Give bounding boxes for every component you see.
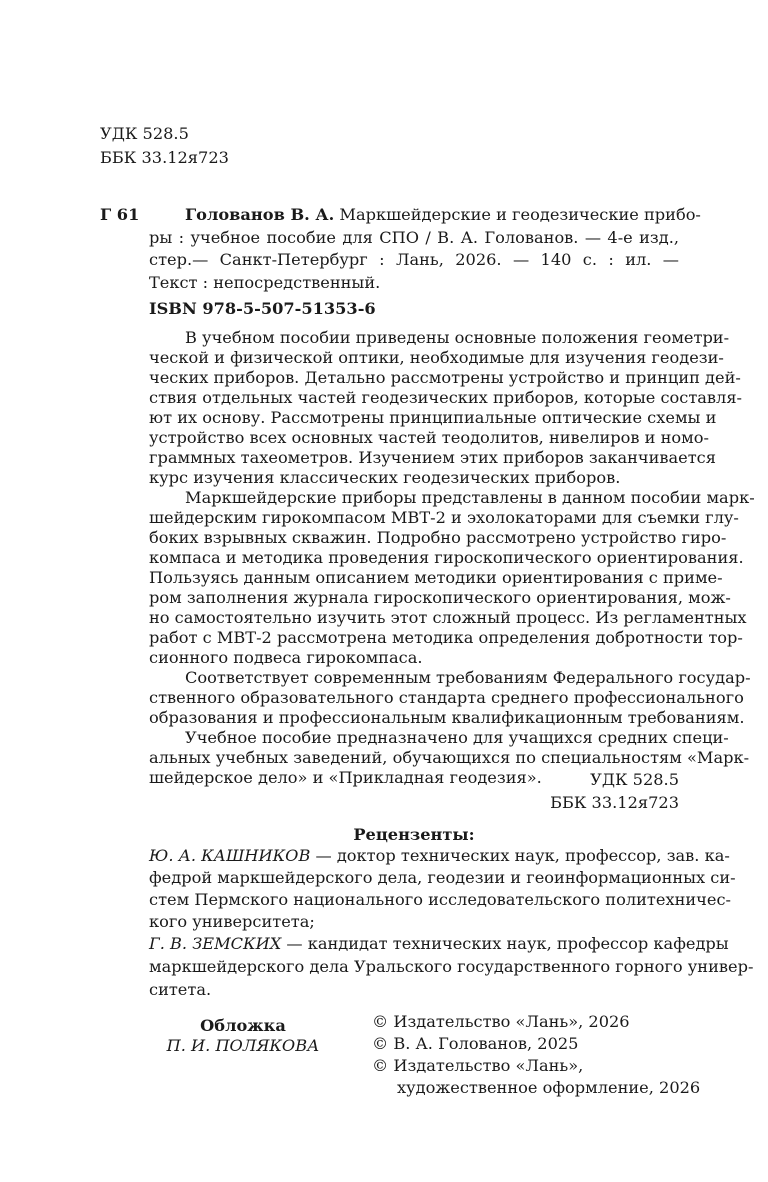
copyright-design-cont: художественное оформление, 2026 bbox=[397, 1078, 701, 1097]
text-line: устройство всех основных частей теодолитов, нивелиров и номо- bbox=[149, 428, 709, 447]
text-line: В учебном пособии приведены основные положения геометри- bbox=[185, 328, 730, 347]
text-line: шейдерское дело» и «Прикладная геодезия». bbox=[149, 768, 542, 787]
bib-line-4: Текст : непосредственный. bbox=[149, 273, 381, 292]
reviewer-2-desc: — кандидат технических наук, профессор кафедры bbox=[281, 934, 729, 953]
reviewer-2-name: Г. В. ЗЕМСКИХ bbox=[149, 934, 282, 953]
text-line: но самостоятельно изучить этот сложный процесс. Из регламентных bbox=[149, 608, 747, 627]
bib-line-3: стер.— Санкт-Петербург : Лань, 2026. — 140 с. : ил. — bbox=[149, 250, 679, 269]
text-line: Пользуясь данным описанием методики ориентирования с приме- bbox=[149, 568, 723, 587]
copyright-design: © Издательство «Лань», bbox=[372, 1056, 584, 1075]
text-line: граммных тахеометров. Изучением этих приборов заканчивается bbox=[149, 448, 716, 467]
text-line: ром заполнения журнала гироскопического ориентирования, мож- bbox=[149, 588, 731, 607]
reviewer-1-line-3: стем Пермского национального исследовательского политехничес- bbox=[149, 890, 731, 909]
text-line: компаса и методика проведения гироскопического ориентирования. bbox=[149, 548, 744, 567]
copyright-publisher: © Издательство «Лань», 2026 bbox=[372, 1012, 630, 1031]
reviewers-heading: Рецензенты: bbox=[353, 825, 475, 844]
cover-label: Обложка bbox=[200, 1016, 286, 1035]
abstract-paragraph-2 bbox=[149, 488, 755, 668]
bib-line-2: ры : учебное пособие для СПО / В. А. Голованов. — 4-е изд., bbox=[149, 228, 679, 247]
text-line: альных учебных заведений, обучающихся по специальностям «Марк- bbox=[149, 748, 750, 767]
reviewer-1-name: Ю. А. КАШНИКОВ bbox=[149, 846, 311, 865]
text-line: ственного образовательного стандарта среднего профессионального bbox=[149, 688, 744, 707]
copyright-author: © В. А. Голованов, 2025 bbox=[372, 1034, 579, 1053]
text-line: боких взрывных скважин. Подробно рассмотрено устройство гиро- bbox=[149, 528, 727, 547]
text-line: работ с МВТ-2 рассмотрена методика определения добротности тор- bbox=[149, 628, 743, 647]
text-line: Маркшейдерские приборы представлены в данном пособии марк- bbox=[185, 488, 755, 507]
bib-author: Голованов В. А. bbox=[185, 205, 335, 224]
reviewer-2-line-2: маркшейдерского дела Уральского государственного горного универ- bbox=[149, 957, 754, 976]
reviewer-1-line-1 bbox=[149, 846, 730, 866]
reviewer-1-line-4: кого университета; bbox=[149, 912, 315, 931]
footer-udk-code: УДК 528.5 bbox=[590, 770, 679, 789]
text-line: ческих приборов. Детально рассмотрены устройство и принцип дей- bbox=[149, 368, 741, 387]
text-line: Учебное пособие предназначено для учащихся средних специ- bbox=[185, 728, 729, 747]
bbk-code: ББК 33.12я723 bbox=[100, 148, 229, 167]
cover-artist: П. И. ПОЛЯКОВА bbox=[166, 1036, 320, 1055]
author-mark: Г 61 bbox=[100, 205, 140, 224]
abstract bbox=[149, 328, 755, 788]
text-line: образования и профессиональным квалификационным требованиям. bbox=[149, 708, 745, 727]
text-line: курс изучения классических геодезических приборов. bbox=[149, 468, 621, 487]
footer-bbk-code: ББК 33.12я723 bbox=[550, 793, 679, 812]
text-line: ческой и физической оптики, необходимые для изучения геодези- bbox=[149, 348, 724, 367]
abstract-paragraph-1 bbox=[149, 328, 743, 488]
isbn: ISBN 978-5-507-51353-6 bbox=[149, 299, 376, 318]
reviewer-1-desc: — доктор технических наук, профессор, зав. ка- bbox=[310, 846, 730, 865]
reviewer-2-line-1 bbox=[149, 934, 729, 954]
reviewer-2-line-3: ситета. bbox=[149, 980, 212, 999]
bib-title: Маркшейдерские и геодезические прибо- bbox=[339, 205, 701, 224]
bib-line-1 bbox=[185, 205, 701, 225]
abstract-paragraph-3 bbox=[149, 668, 751, 728]
udk-code: УДК 528.5 bbox=[100, 124, 189, 143]
text-line: сионного подвеса гирокомпаса. bbox=[149, 648, 423, 667]
text-line: Соответствует современным требованиям Федерального государ- bbox=[185, 668, 751, 687]
text-line: шейдерским гирокомпасом МВТ-2 и эхолокаторами для съемки глу- bbox=[149, 508, 739, 527]
reviewer-1-line-2: федрой маркшейдерского дела, геодезии и геоинформационных си- bbox=[149, 868, 736, 887]
text-line: ют их основу. Рассмотрены принципиальные оптические схемы и bbox=[149, 408, 717, 427]
text-line: ствия отдельных частей геодезических приборов, которые составля- bbox=[149, 388, 743, 407]
